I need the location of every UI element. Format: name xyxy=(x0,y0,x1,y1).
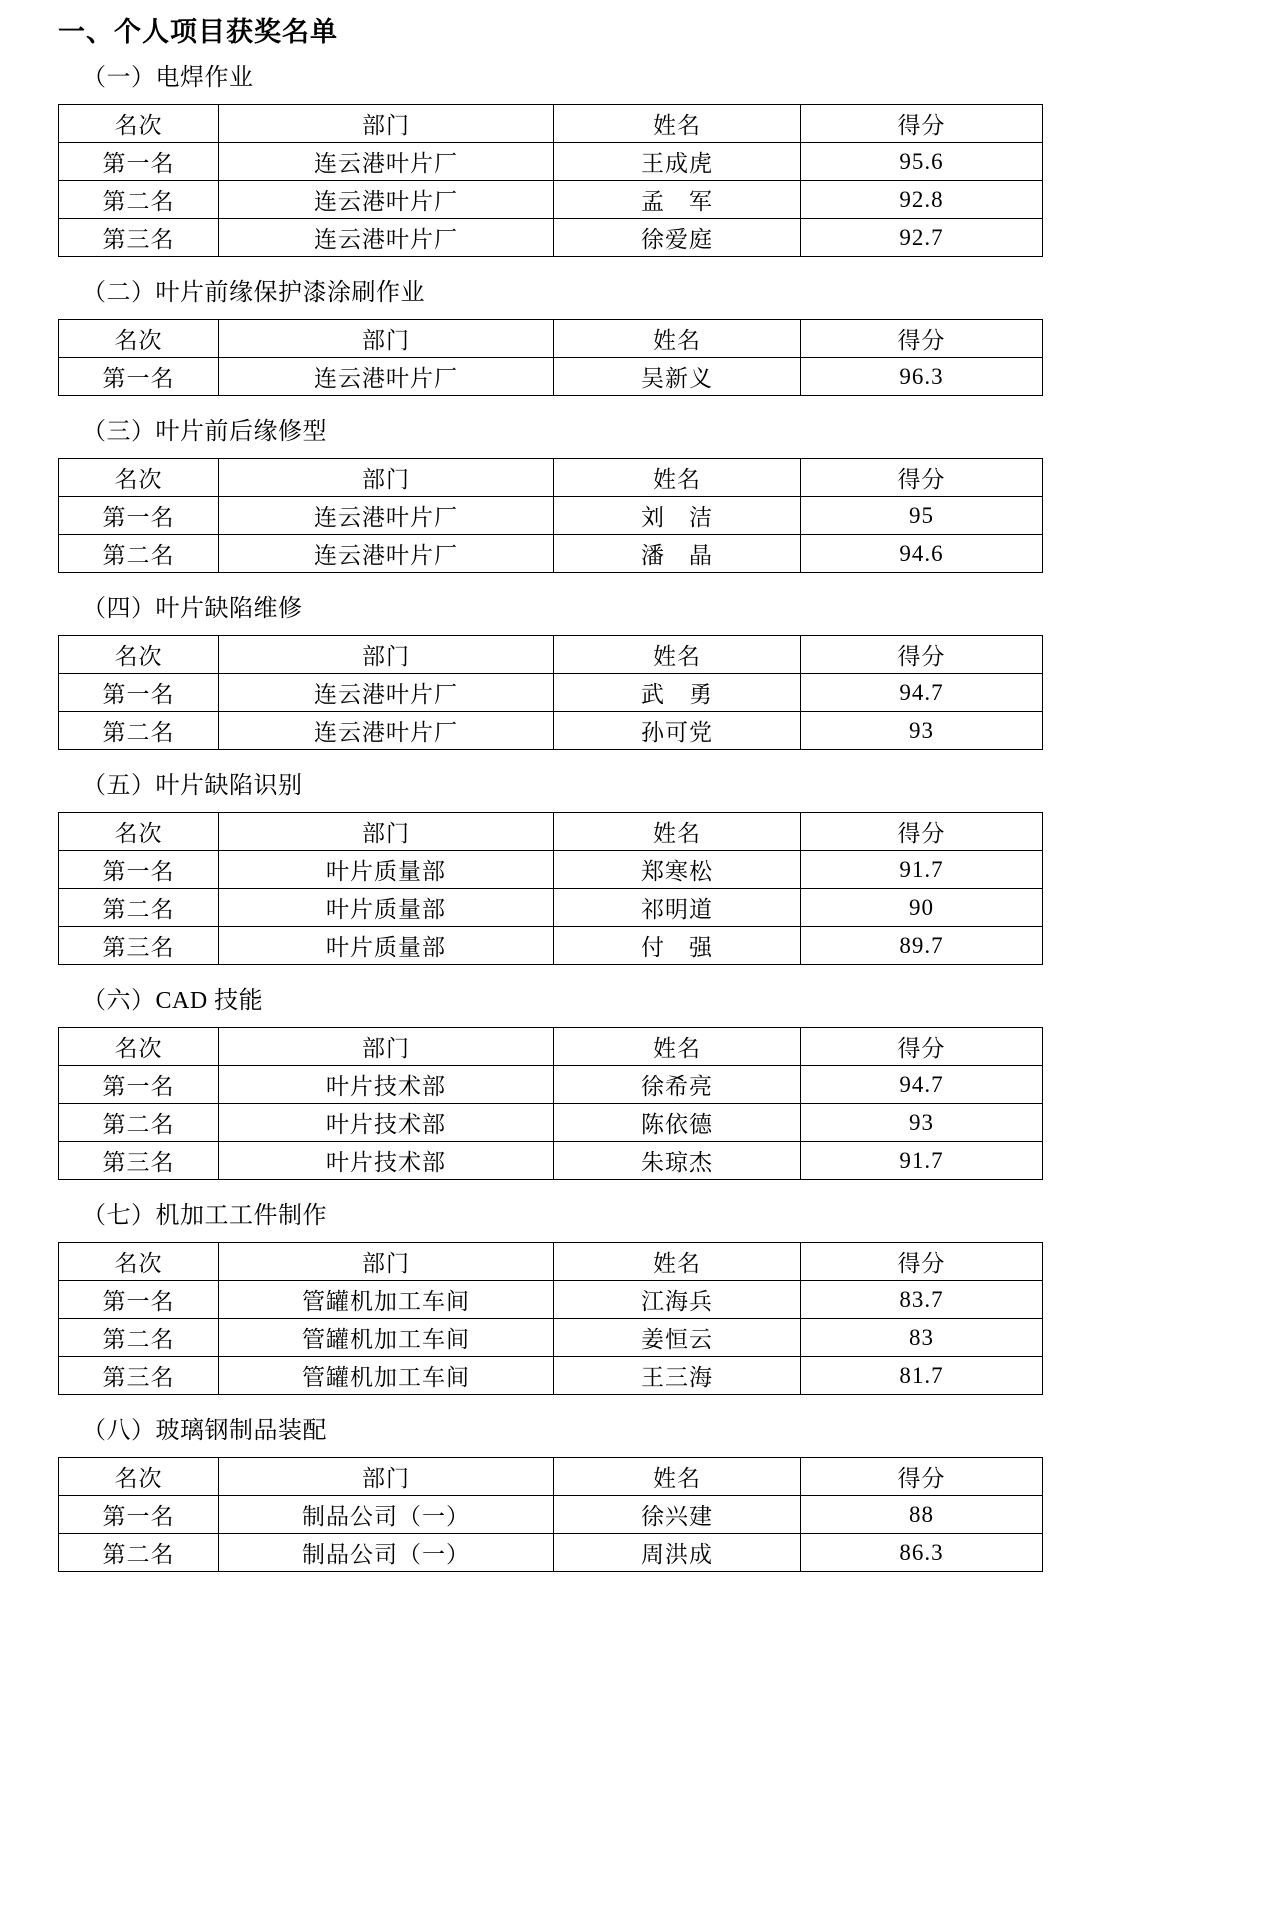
column-header-name: 姓名 xyxy=(554,813,801,851)
cell-rank: 第一名 xyxy=(59,674,219,712)
cell-name: 郑寒松 xyxy=(554,851,801,889)
award-table xyxy=(58,812,1043,965)
section-title: （二）叶片前缘保护漆涂刷作业 xyxy=(82,280,425,307)
table-row xyxy=(59,358,1043,396)
cell-dept: 叶片质量部 xyxy=(219,889,554,927)
cell-rank: 第三名 xyxy=(59,1142,219,1180)
cell-name: 徐爱庭 xyxy=(554,219,801,257)
column-header-dept: 部门 xyxy=(219,1028,554,1066)
table-row xyxy=(59,674,1043,712)
table-row xyxy=(59,1357,1043,1395)
cell-score: 89.7 xyxy=(801,927,1043,965)
section-title: （五）叶片缺陷识别 xyxy=(82,773,303,800)
column-header-rank: 名次 xyxy=(59,1458,219,1496)
table-row xyxy=(59,497,1043,535)
cell-name: 徐希亮 xyxy=(554,1066,801,1104)
column-header-rank: 名次 xyxy=(59,813,219,851)
cell-rank: 第二名 xyxy=(59,1104,219,1142)
table-header-row xyxy=(59,636,1043,674)
cell-rank: 第二名 xyxy=(59,1534,219,1572)
section-title: （四）叶片缺陷维修 xyxy=(82,596,303,623)
table-row xyxy=(59,1496,1043,1534)
column-header-name: 姓名 xyxy=(554,1028,801,1066)
cell-rank: 第二名 xyxy=(59,535,219,573)
award-table xyxy=(58,635,1043,750)
cell-name: 江海兵 xyxy=(554,1281,801,1319)
cell-dept: 连云港叶片厂 xyxy=(219,181,554,219)
column-header-dept: 部门 xyxy=(219,1243,554,1281)
table-row xyxy=(59,1281,1043,1319)
cell-rank: 第一名 xyxy=(59,1066,219,1104)
cell-rank: 第二名 xyxy=(59,712,219,750)
column-header-name: 姓名 xyxy=(554,320,801,358)
award-table xyxy=(58,1242,1043,1395)
section-title: （七）机加工工件制作 xyxy=(82,1203,327,1230)
cell-score: 92.7 xyxy=(801,219,1043,257)
cell-score: 83.7 xyxy=(801,1281,1043,1319)
table-row xyxy=(59,851,1043,889)
section-title: （八）玻璃钢制品装配 xyxy=(82,1418,327,1445)
cell-name: 孟 军 xyxy=(554,181,801,219)
cell-dept: 连云港叶片厂 xyxy=(219,358,554,396)
award-table xyxy=(58,104,1043,257)
cell-score: 94.7 xyxy=(801,1066,1043,1104)
cell-score: 81.7 xyxy=(801,1357,1043,1395)
cell-dept: 叶片质量部 xyxy=(219,851,554,889)
table-row xyxy=(59,889,1043,927)
table-header-row xyxy=(59,1028,1043,1066)
cell-name: 刘 洁 xyxy=(554,497,801,535)
cell-name: 王三海 xyxy=(554,1357,801,1395)
cell-dept: 管罐机加工车间 xyxy=(219,1319,554,1357)
column-header-rank: 名次 xyxy=(59,1028,219,1066)
column-header-name: 姓名 xyxy=(554,636,801,674)
cell-rank: 第二名 xyxy=(59,181,219,219)
column-header-score: 得分 xyxy=(801,1028,1043,1066)
table-header-row xyxy=(59,105,1043,143)
column-header-score: 得分 xyxy=(801,636,1043,674)
table-header-row xyxy=(59,1458,1043,1496)
cell-score: 88 xyxy=(801,1496,1043,1534)
column-header-score: 得分 xyxy=(801,1243,1043,1281)
table-header-row xyxy=(59,813,1043,851)
cell-rank: 第一名 xyxy=(59,143,219,181)
cell-dept: 叶片技术部 xyxy=(219,1142,554,1180)
award-section xyxy=(58,414,1227,573)
cell-dept: 连云港叶片厂 xyxy=(219,497,554,535)
table-row xyxy=(59,1534,1043,1572)
table-row xyxy=(59,927,1043,965)
table-row xyxy=(59,181,1043,219)
cell-dept: 叶片质量部 xyxy=(219,927,554,965)
column-header-score: 得分 xyxy=(801,105,1043,143)
column-header-name: 姓名 xyxy=(554,1243,801,1281)
cell-name: 徐兴建 xyxy=(554,1496,801,1534)
column-header-name: 姓名 xyxy=(554,1458,801,1496)
cell-name: 周洪成 xyxy=(554,1534,801,1572)
cell-dept: 制品公司（一） xyxy=(219,1534,554,1572)
cell-name: 武 勇 xyxy=(554,674,801,712)
award-table xyxy=(58,1457,1043,1572)
column-header-dept: 部门 xyxy=(219,105,554,143)
cell-dept: 连云港叶片厂 xyxy=(219,143,554,181)
cell-score: 94.7 xyxy=(801,674,1043,712)
column-header-rank: 名次 xyxy=(59,105,219,143)
table-header-row xyxy=(59,459,1043,497)
cell-dept: 连云港叶片厂 xyxy=(219,219,554,257)
section-title: （一）电焊作业 xyxy=(82,65,254,92)
column-header-score: 得分 xyxy=(801,813,1043,851)
cell-rank: 第二名 xyxy=(59,889,219,927)
cell-name: 陈依德 xyxy=(554,1104,801,1142)
column-header-dept: 部门 xyxy=(219,636,554,674)
cell-score: 95 xyxy=(801,497,1043,535)
column-header-rank: 名次 xyxy=(59,1243,219,1281)
column-header-rank: 名次 xyxy=(59,459,219,497)
cell-score: 95.6 xyxy=(801,143,1043,181)
cell-dept: 制品公司（一） xyxy=(219,1496,554,1534)
cell-rank: 第三名 xyxy=(59,1357,219,1395)
section-title: （六）CAD 技能 xyxy=(82,988,264,1015)
cell-score: 96.3 xyxy=(801,358,1043,396)
column-header-name: 姓名 xyxy=(554,459,801,497)
award-section xyxy=(58,1413,1227,1572)
cell-dept: 连云港叶片厂 xyxy=(219,535,554,573)
cell-rank: 第一名 xyxy=(59,1281,219,1319)
cell-rank: 第一名 xyxy=(59,358,219,396)
award-table xyxy=(58,1027,1043,1180)
cell-name: 王成虎 xyxy=(554,143,801,181)
column-header-score: 得分 xyxy=(801,320,1043,358)
table-row xyxy=(59,219,1043,257)
cell-rank: 第二名 xyxy=(59,1319,219,1357)
table-row xyxy=(59,143,1043,181)
award-section xyxy=(58,1198,1227,1395)
table-row xyxy=(59,1319,1043,1357)
award-section xyxy=(58,591,1227,750)
award-section xyxy=(58,768,1227,965)
cell-name: 朱琼杰 xyxy=(554,1142,801,1180)
award-section xyxy=(58,983,1227,1180)
section-title: （三）叶片前后缘修型 xyxy=(82,419,327,446)
cell-dept: 连云港叶片厂 xyxy=(219,674,554,712)
cell-dept: 管罐机加工车间 xyxy=(219,1357,554,1395)
cell-rank: 第一名 xyxy=(59,851,219,889)
award-section xyxy=(58,275,1227,396)
column-header-rank: 名次 xyxy=(59,320,219,358)
cell-dept: 叶片技术部 xyxy=(219,1104,554,1142)
column-header-name: 姓名 xyxy=(554,105,801,143)
table-row xyxy=(59,1066,1043,1104)
cell-score: 91.7 xyxy=(801,1142,1043,1180)
table-row xyxy=(59,535,1043,573)
cell-name: 付 强 xyxy=(554,927,801,965)
cell-name: 孙可党 xyxy=(554,712,801,750)
cell-score: 90 xyxy=(801,889,1043,927)
table-row xyxy=(59,712,1043,750)
award-section xyxy=(58,60,1227,257)
cell-score: 93 xyxy=(801,1104,1043,1142)
award-table xyxy=(58,458,1043,573)
cell-rank: 第三名 xyxy=(59,219,219,257)
cell-score: 94.6 xyxy=(801,535,1043,573)
cell-name: 吴新义 xyxy=(554,358,801,396)
cell-dept: 管罐机加工车间 xyxy=(219,1281,554,1319)
cell-name: 姜恒云 xyxy=(554,1319,801,1357)
table-row xyxy=(59,1104,1043,1142)
cell-score: 91.7 xyxy=(801,851,1043,889)
award-table xyxy=(58,319,1043,396)
page-title: 一、个人项目获奖名单 xyxy=(58,17,338,47)
sections-container xyxy=(58,60,1227,1572)
cell-name: 潘 晶 xyxy=(554,535,801,573)
cell-rank: 第三名 xyxy=(59,927,219,965)
cell-name: 祁明道 xyxy=(554,889,801,927)
column-header-score: 得分 xyxy=(801,459,1043,497)
cell-dept: 叶片技术部 xyxy=(219,1066,554,1104)
table-row xyxy=(59,1142,1043,1180)
table-header-row xyxy=(59,1243,1043,1281)
column-header-dept: 部门 xyxy=(219,1458,554,1496)
column-header-dept: 部门 xyxy=(219,813,554,851)
cell-rank: 第一名 xyxy=(59,1496,219,1534)
cell-score: 92.8 xyxy=(801,181,1043,219)
column-header-score: 得分 xyxy=(801,1458,1043,1496)
cell-score: 93 xyxy=(801,712,1043,750)
cell-score: 83 xyxy=(801,1319,1043,1357)
cell-score: 86.3 xyxy=(801,1534,1043,1572)
cell-dept: 连云港叶片厂 xyxy=(219,712,554,750)
cell-rank: 第一名 xyxy=(59,497,219,535)
column-header-dept: 部门 xyxy=(219,459,554,497)
table-header-row xyxy=(59,320,1043,358)
column-header-rank: 名次 xyxy=(59,636,219,674)
column-header-dept: 部门 xyxy=(219,320,554,358)
